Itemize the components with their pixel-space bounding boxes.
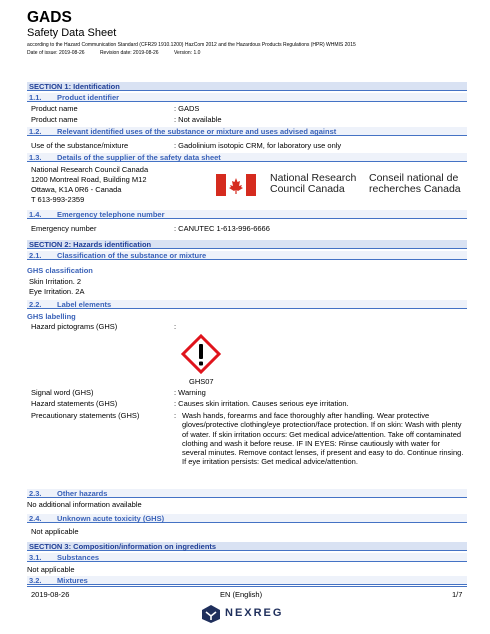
- version: Version: 1.0: [173, 50, 201, 56]
- subsection-number: 2.4.: [29, 514, 42, 523]
- subsection-number: 2.1.: [29, 251, 42, 260]
- section-3-header: SECTION 3: Composition/information on ingredients: [27, 542, 467, 551]
- subsection-1-2: [27, 127, 467, 136]
- ghs-labelling-heading: GHS labelling: [27, 312, 76, 321]
- subsection-1-4: [27, 210, 467, 219]
- precautionary-value: Wash hands, forearms and face thoroughly after handling. Wear protective gloves/protective clothing/eye protection/face protection. If on skin: Wash with plenty of water. If skin irritation occurs: Get medical advice/attention. Take off contaminated clothing and wash it before reuse. IF IN EYES: Rinse cautiously with water for several minutes. Remove contact lenses, if present and easy to do. Continue rinsing. If eye irritation persists: Get medical advice/attention.: [182, 411, 464, 467]
- pictogram-code: GHS07: [189, 377, 214, 386]
- subsection-number: 1.2.: [29, 127, 42, 136]
- classification-item: Skin Irritation. 2: [29, 277, 82, 286]
- supplier-line: Ottawa, K1A 0R6 - Canada: [31, 185, 122, 194]
- subsection-number: 1.4.: [29, 210, 42, 219]
- subsection-title: Other hazards: [57, 489, 108, 498]
- regulations-note: according to the Hazard Communication Standard (CFR29 1910.1200) HazCom 2012 and the Hazardous Products Regulations (HPR) WHMIS 2015: [27, 42, 356, 48]
- subsection-2-1: [27, 251, 467, 260]
- section-1-header: SECTION 1: Identification: [27, 82, 467, 91]
- subsection-number: 2.2.: [29, 300, 42, 309]
- subsection-title: Mixtures: [57, 576, 88, 585]
- subsection-number: 3.2.: [29, 576, 42, 585]
- signal-word-label: Signal word (GHS): [31, 388, 94, 397]
- revision-date: Revision date: 2019-08-26: [99, 50, 159, 56]
- logo-english: [270, 173, 356, 195]
- subsection-title: Substances: [57, 553, 100, 562]
- hazard-statements-label: Hazard statements (GHS): [31, 399, 118, 408]
- use-value: : Gadolinium isotopic CRM, for laboratory use only: [174, 141, 342, 150]
- subsection-1-1: [27, 93, 467, 102]
- acute-toxicity-text: Not applicable: [31, 527, 79, 536]
- subsection-1-3: [27, 153, 467, 162]
- signal-word-value: : Warning: [174, 388, 206, 397]
- footer-page-number: 1/7: [452, 590, 463, 599]
- emergency-label: Emergency number: [31, 224, 97, 233]
- precautionary-label: Precautionary statements (GHS): [31, 411, 140, 420]
- subsection-2-2: [27, 300, 467, 309]
- product-name-value: : GADS: [174, 104, 200, 113]
- logo-fr-line: Conseil national de: [369, 172, 459, 184]
- other-hazards-text: No additional information available: [27, 500, 142, 509]
- subsection-title: Product identifier: [57, 93, 120, 102]
- document-meta: [27, 50, 214, 56]
- product-name-label-2: Product name: [31, 115, 78, 124]
- logo-fr-line: recherches Canada: [369, 183, 461, 195]
- product-name-value-2: : Not available: [174, 115, 222, 124]
- pictograms-colon: :: [174, 322, 177, 331]
- ghs-classification-heading: GHS classification: [27, 266, 93, 275]
- issue-date: Date of issue: 2019-08-26: [27, 50, 85, 56]
- precautionary-colon: :: [174, 411, 177, 420]
- subsection-2-3: [27, 489, 467, 498]
- nrc-logo: [216, 170, 466, 200]
- nexreg-logo: [200, 603, 300, 625]
- supplier-line: National Research Council Canada: [31, 165, 149, 174]
- subsection-title: Details of the supplier of the safety data sheet: [57, 153, 221, 162]
- supplier-line: T 613-993-2359: [31, 195, 85, 204]
- logo-en-line: Council Canada: [270, 183, 345, 195]
- subsection-number: 1.1.: [29, 93, 42, 102]
- footer-divider: [27, 586, 467, 587]
- subsection-3-1: [27, 553, 467, 562]
- classification-item: Eye Irritation. 2A: [29, 287, 85, 296]
- emergency-value: : CANUTEC 1-613-996-6666: [174, 224, 270, 233]
- subsection-number: 3.1.: [29, 553, 42, 562]
- footer-language: EN (English): [220, 590, 263, 599]
- subsection-3-2: [27, 576, 467, 585]
- subsection-number: 2.3.: [29, 489, 42, 498]
- pictograms-label: Hazard pictograms (GHS): [31, 322, 118, 331]
- product-name-label: Product name: [31, 104, 78, 113]
- use-label: Use of the substance/mixture: [31, 141, 129, 150]
- hazard-statements-value: : Causes skin irritation. Causes serious eye irritation.: [174, 399, 349, 408]
- subsection-2-4: [27, 514, 467, 523]
- section-2-header: SECTION 2: Hazards identification: [27, 240, 467, 249]
- exclamation-mark-pictogram-icon: [181, 334, 221, 374]
- subsection-title: Relevant identified uses of the substance or mixture and uses advised against: [57, 127, 337, 136]
- supplier-line: 1200 Montreal Road, Building M12: [31, 175, 147, 184]
- subsection-title: Label elements: [57, 300, 112, 309]
- nexreg-emblem-icon: [200, 604, 222, 624]
- footer-date: 2019-08-26: [31, 590, 70, 599]
- subsection-title: Emergency telephone number: [57, 210, 165, 219]
- subsection-number: 1.3.: [29, 153, 42, 162]
- canada-flag-icon: [216, 174, 256, 196]
- document-subtitle: Safety Data Sheet: [27, 27, 117, 39]
- substances-text: Not applicable: [27, 565, 75, 574]
- logo-french: [369, 173, 461, 195]
- nexreg-wordmark: NEXREG: [225, 607, 284, 619]
- subsection-title: Classification of the substance or mixture: [57, 251, 207, 260]
- subsection-title: Unknown acute toxicity (GHS): [57, 514, 165, 523]
- logo-en-line: National Research: [270, 172, 357, 184]
- document-title: GADS: [27, 9, 72, 26]
